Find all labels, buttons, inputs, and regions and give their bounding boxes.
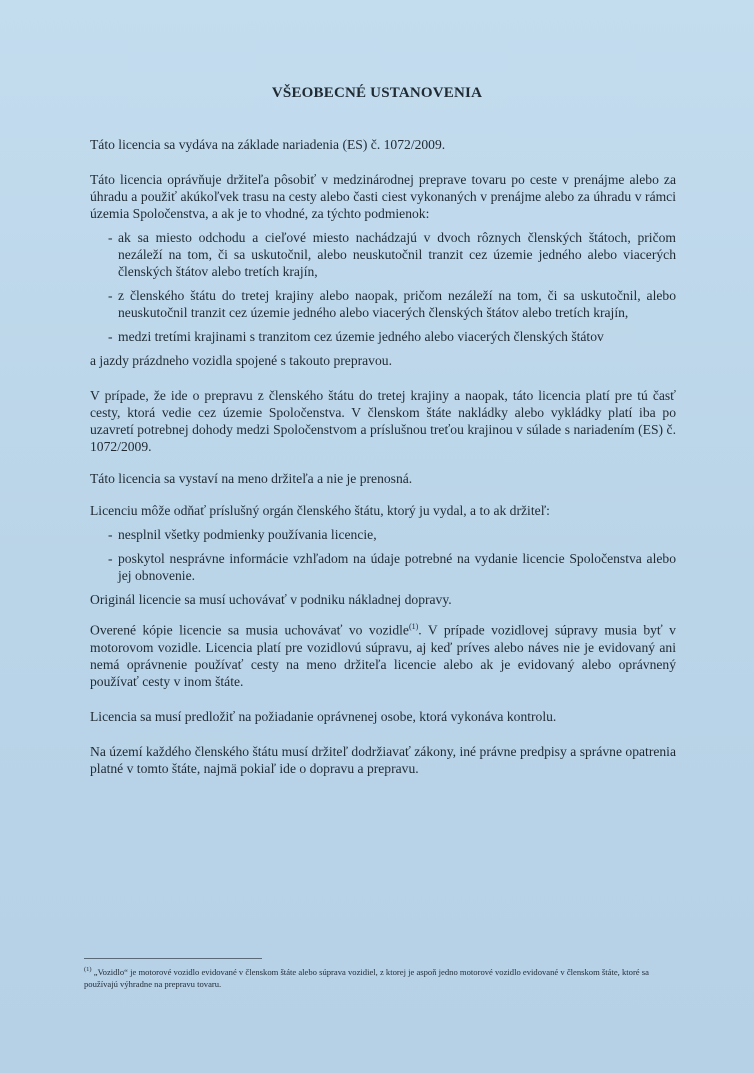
paragraph-original-kept: Originál licencie sa musí uchovávať v podniku nákladnej dopravy. bbox=[90, 592, 452, 607]
list-item: - ak sa miesto odchodu a cieľové miesto nachádzajú v dvoch rôznych členských štátoch, pričom nezáleží na tom, či sa uskutočnil, alebo neuskutočnil tranzit cez územie jedného alebo viacerých členských štátov alebo tretích krajín, bbox=[108, 230, 676, 279]
list-dash: - bbox=[108, 551, 113, 566]
document-body bbox=[90, 136, 676, 777]
paragraph-certified-copies: Overené kópie licencie sa musia uchovávať vo vozidle$^{(1)}$. V prípade vozidlovej súpravy musia byť v motorovom vozidle. Licencia platí pre vozidlovú súpravu, aj keď príves alebo náves nie je evidovaný ani nemá oprávnenie používať cesty na meno držiteľa licencie alebo ak je evidovaný alebo oprávnený používať cesty v inom štáte. bbox=[90, 622, 676, 689]
list-dash: - bbox=[108, 230, 113, 245]
paragraph-compliance: Na území každého členského štátu musí držiteľ dodržiavať zákony, iné právne predpisy a správne opatrenia platné v tomto štáte, najmä pokiaľ ide o dopravu a prepravu. bbox=[90, 743, 676, 776]
paragraph-third-country: V prípade, že ide o prepravu z členského štátu do tretej krajiny a naopak, táto licencia platí pre tú časť cesty, ktorá vedie cez územie Spoločenstva. V členskom štáte nakládky alebo vykládky platí iba po uzavretí potrebnej dohody medzi Spoločenstvom a príslušnou treťou krajinou v súlade s nariadením (ES) č. 1072/2009. bbox=[90, 388, 676, 454]
list-item: - z členského štátu do tretej krajiny alebo naopak, pričom nezáleží na tom, či sa uskutočnil, alebo neuskutočnil tranzit cez územie jedného alebo viacerých členských štátov alebo tretích krajín, bbox=[108, 288, 676, 320]
footnote-text: „Vozidlo“ je motorové vozidlo evidované v členskom štáte alebo súprava vozidiel, z ktorej je aspoň jedno motorové vozidlo evidované v členskom štáte, ktoré sa používajú výhradne na prepravu tovaru. bbox=[84, 966, 649, 989]
paragraph-non-transferable: Táto licencia sa vystaví na meno držiteľa a nie je prenosná. bbox=[90, 471, 413, 486]
paragraph-inspection: Licencia sa musí predložiť na požiadanie oprávnenej osobe, ktorá vykonáva kontrolu. bbox=[90, 708, 557, 724]
footnote bbox=[84, 964, 684, 990]
list-item: - medzi tretími krajinami s tranzitom cez územie jedného alebo viacerých členských štátov bbox=[108, 329, 604, 344]
paragraph-authorisation: Táto licencia oprávňuje držiteľa pôsobiť v medzinárodnej preprave tovaru po ceste v prenájme alebo za úhradu a použiť akúkoľvek trasu na cesty alebo časti ciest vykonaných v prenájme alebo za úhradu v rámci územia Spoločenstva, a ak je to vhodné, za týchto podmienok: bbox=[90, 172, 676, 221]
footnote-reference: (1) bbox=[408, 622, 419, 631]
list-dash: - bbox=[108, 329, 113, 344]
document-title: VŠEOBECNÉ USTANOVENIA bbox=[271, 85, 483, 101]
withdrawal-list bbox=[90, 526, 676, 584]
conditions-list bbox=[90, 229, 676, 345]
paragraph-legal-basis: Táto licencia sa vydáva na základe nariadenia (ES) č. 1072/2009. bbox=[90, 137, 446, 152]
paragraph-empty-journeys: a jazdy prázdneho vozidla spojené s takouto prepravou. bbox=[90, 353, 392, 368]
list-item: - nesplnil všetky podmienky používania licencie, bbox=[108, 527, 377, 542]
footnote-marker: (1) bbox=[84, 966, 92, 973]
list-dash: - bbox=[108, 288, 113, 303]
footnote-separator bbox=[84, 958, 262, 959]
list-dash: - bbox=[108, 527, 113, 542]
paragraph-withdrawal: Licenciu môže odňať príslušný orgán členského štátu, ktorý ju vydal, a to ak držiteľ: bbox=[90, 503, 550, 518]
list-item: - poskytol nesprávne informácie vzhľadom na údaje potrebné na vydanie licencie Spoločenstva alebo jej obnovenie. bbox=[108, 551, 676, 583]
